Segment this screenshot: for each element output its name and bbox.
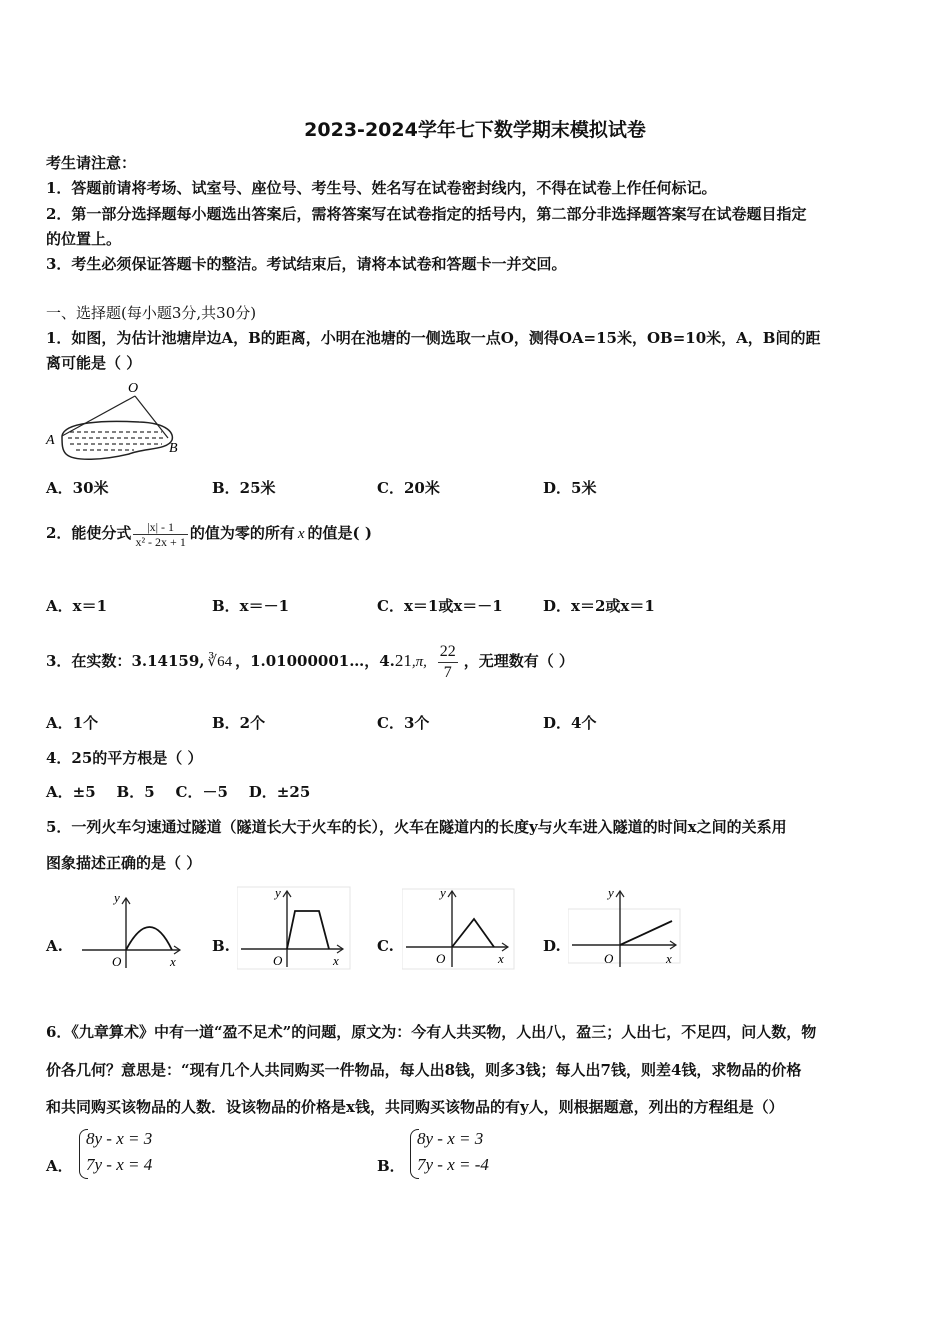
q2-option-b[interactable]: B．x＝－1 [212, 597, 290, 615]
q5-option-d-label[interactable]: D. [543, 937, 561, 955]
graph-b-y: y [275, 885, 281, 900]
q3-frac-num: 22 [438, 642, 458, 663]
q3-option-d[interactable]: D．4个 [543, 714, 597, 732]
notice-item-2-cont: 的位置上。 [46, 230, 122, 248]
graph-d-x: x [666, 951, 672, 966]
graph-c-y: y [440, 885, 446, 900]
graph-c[interactable] [402, 883, 517, 973]
q5-stem: 5．一列火车匀速通过隧道（隧道长大于火车的长），火车在隧道内的长度y与火车进入隧道的时间x之间的关系用 [46, 818, 787, 836]
graph-a-origin: O [112, 954, 122, 969]
graph-b[interactable] [237, 883, 352, 973]
q6-stem-cont-2: 和共同购买该物品的人数．设该物品的价格是x钱，共同购买该物品的有y人，则根据题意，列出的方程组是（） [46, 1098, 784, 1116]
q3-stem [46, 628, 574, 695]
q2-stem [46, 519, 372, 549]
graph-b-origin: O [273, 953, 283, 968]
q2-frac-den: x² - 2x + 1 [135, 534, 186, 549]
q3-option-b[interactable]: B．2个 [212, 714, 266, 732]
q1-option-a[interactable]: A．30米 [46, 479, 109, 497]
q6-option-a-system[interactable] [86, 1126, 152, 1178]
q1-stem: 1．如图，为估计池塘岸边A，B的距离，小明在池塘的一侧选取一点O，测得OA=15米，OB=10米，A，B间的距 [46, 329, 821, 347]
q3-prefix: 3．在实数：3.14159, [46, 652, 205, 670]
q2-option-d[interactable]: D．x＝2或x＝1 [543, 597, 655, 615]
q1-stem-cont: 离可能是（ ） [46, 354, 142, 372]
graph-d-origin: O [604, 951, 614, 966]
graph-a[interactable] [78, 888, 188, 974]
notice-item-3: 3．考生必须保证答题卡的整洁。考试结束后，请将本试卷和答题卡一并交回。 [46, 255, 567, 273]
q2-var: x [297, 526, 305, 542]
notice-item-2: 2．第一部分选择题每小题选出答案后，需将答案写在试卷指定的括号内，第二部分非选择题答案写在试卷题目指定 [46, 205, 807, 223]
graph-b-x: x [333, 953, 339, 968]
graph-d[interactable] [568, 883, 683, 973]
graph-a-x: x [170, 954, 176, 969]
q3-fraction [438, 642, 458, 683]
q3-repeat: 21 [394, 651, 412, 670]
q6-option-b-system[interactable] [417, 1126, 489, 1178]
q2-suffix-2: 的值是( ) [307, 524, 372, 542]
q4-options[interactable]: A．±5 B．5 C．－5 D．±25 [46, 783, 311, 801]
label-a: A [46, 433, 55, 448]
graph-a-y: y [114, 890, 120, 905]
q6-option-a-eq1: 8y - x = 3 [86, 1129, 153, 1148]
q6-stem-cont-1: 价各几何？意思是：“现有几个人共同购买一件物品，每人出8钱，则多3钱；每人出7钱，则差4钱，求物品的价格 [46, 1061, 802, 1079]
q3-frac-den: 7 [443, 663, 452, 681]
q2-frac-num: |x| - 1 [133, 520, 187, 535]
q3-cube-root: ∛64 [207, 654, 233, 670]
q6-option-a-eq2: 7y - x = 4 [86, 1155, 153, 1174]
notice-item-1: 1．答题前请将考场、试室号、座位号、考生号、姓名写在试卷密封线内，不得在试卷上作任何标记。 [46, 179, 717, 197]
notice-heading: 考生请注意： [46, 154, 137, 172]
q1-option-b[interactable]: B．25米 [212, 479, 276, 497]
q6-option-b-eq2: 7y - x = -4 [417, 1155, 489, 1174]
q2-fraction [133, 520, 187, 549]
graph-c-x: x [498, 951, 504, 966]
q3-pi: ,π, [411, 654, 427, 670]
graph-c-origin: O [436, 951, 446, 966]
q6-option-b-eq1: 8y - x = 3 [417, 1129, 484, 1148]
section-heading: 一、选择题(每小题3分,共30分) [46, 304, 257, 322]
q3-middle: ，1.01000001…，4. [235, 652, 395, 670]
q5-option-b-label[interactable]: B. [212, 937, 230, 955]
q5-option-c-label[interactable]: C. [377, 937, 394, 955]
q1-option-c[interactable]: C．20米 [377, 479, 440, 497]
q2-option-c[interactable]: C．x＝1或x＝－1 [377, 597, 503, 615]
q5-stem-cont: 图象描述正确的是（ ） [46, 854, 202, 872]
q2-prefix: 2．能使分式 [46, 524, 132, 542]
q6-stem: 6．《九章算术》中有一道“盈不足术”的问题，原文为：今有人共买物，人出八，盈三；人出七，不足四，问人数，物 [46, 1023, 817, 1041]
label-b: B [169, 441, 178, 456]
q6-option-a-label[interactable]: A． [46, 1157, 73, 1175]
q3-suffix: ，无理数有（ ） [463, 652, 574, 670]
q4-stem: 4．25的平方根是（ ） [46, 749, 203, 767]
q1-option-d[interactable]: D．5米 [543, 479, 597, 497]
q2-option-a[interactable]: A．x＝1 [46, 597, 108, 615]
graph-d-y: y [608, 885, 614, 900]
pond-figure [44, 378, 194, 463]
q3-option-a[interactable]: A．1个 [46, 714, 99, 732]
page-title: 2023-2024学年七下数学期末模拟试卷 [304, 119, 646, 141]
q5-option-a-label[interactable]: A. [46, 937, 63, 955]
label-o: O [128, 381, 139, 396]
q2-suffix-1: 的值为零的所有 [189, 524, 295, 542]
q6-option-b-label[interactable]: B． [377, 1157, 405, 1175]
q3-option-c[interactable]: C．3个 [377, 714, 430, 732]
